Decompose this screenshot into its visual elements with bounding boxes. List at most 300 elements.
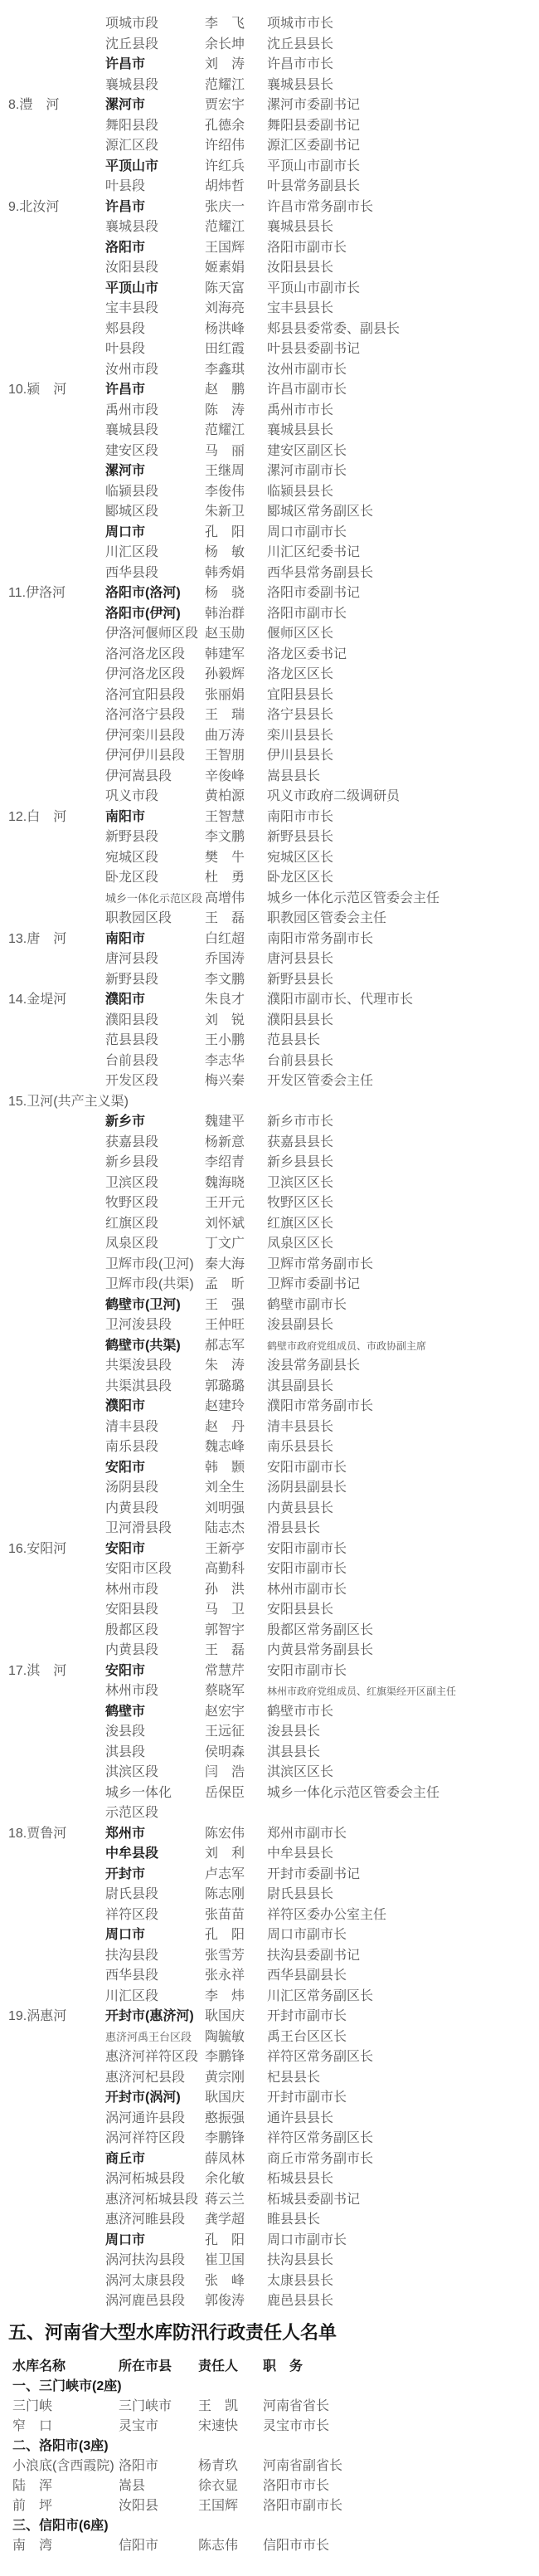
person-title-cell: 灵宝市市长 <box>263 2418 330 2433</box>
person-title-cell: 卫辉市委副书记 <box>267 1277 361 1291</box>
person-title-cell: 周口市副市长 <box>267 1928 347 1942</box>
section-cell: 伊河伊川县段 <box>105 749 186 763</box>
person-title-cell: 扶沟县县长 <box>267 2253 334 2267</box>
section-cell: 西华县段 <box>105 1969 159 1983</box>
person-name-cell: 李鹏锋 <box>205 2131 245 2145</box>
river-label-cell <box>8 1987 105 2008</box>
person-name-cell: 杨 骁 <box>205 586 245 600</box>
table-row <box>8 970 539 991</box>
table-row <box>8 238 539 259</box>
reservoir-name-cell: 窄 口 <box>12 2418 53 2433</box>
river-label-cell <box>8 1417 105 1438</box>
river-label-cell <box>8 177 105 198</box>
river-label-cell <box>8 1336 105 1357</box>
section-cell: 鹤壁市(共渠) <box>105 1338 181 1353</box>
river-label-cell <box>8 645 105 666</box>
section-cell: 涡河柘城县段 <box>105 2172 186 2186</box>
river-label-cell <box>8 2068 105 2089</box>
river-label-cell <box>8 787 105 807</box>
table-row <box>8 1397 539 1417</box>
location-cell: 三门峡市 <box>119 2398 172 2413</box>
river-label-cell <box>8 1051 105 1072</box>
person-title-cell: 祥符区委办公室主任 <box>267 1907 387 1922</box>
table-row <box>8 1600 539 1621</box>
river-label-cell <box>8 339 105 360</box>
river-label-cell <box>8 1621 105 1642</box>
person-title-cell: 牧野区区长 <box>267 1196 334 1210</box>
table-row <box>8 1946 539 1967</box>
river-label-cell <box>8 1844 105 1865</box>
table-row <box>8 1234 539 1255</box>
section-cell: 洛阳市 <box>105 240 146 255</box>
person-title-cell: 洛阳市副市长 <box>263 2498 343 2513</box>
section-cell: 祥符区段 <box>105 1907 159 1922</box>
person-title-cell: 开封市副市长 <box>267 2009 347 2023</box>
river-label-cell <box>8 1946 105 1967</box>
person-name-cell: 高增伟 <box>205 890 245 905</box>
river-label-cell <box>8 1600 105 1621</box>
person-name-cell: 陆志杰 <box>205 1521 245 1535</box>
section-cell: 内黄县段 <box>105 1500 159 1515</box>
river-label-cell <box>8 14 105 35</box>
person-name-cell: 赵 丹 <box>205 1419 245 1434</box>
person-name-cell: 憨振强 <box>205 2110 245 2125</box>
river-label-cell <box>8 320 105 340</box>
table-row <box>8 889 539 910</box>
river-label-cell <box>8 1499 105 1520</box>
river-label-cell: 16.安阳河 <box>8 1541 67 1556</box>
river-label-cell <box>8 1519 105 1539</box>
person-title-cell: 嵩县县长 <box>267 768 321 783</box>
person-name-cell: 薛凤林 <box>205 2151 245 2166</box>
table-row <box>8 2271 539 2292</box>
section-cell: 鹤壁市 <box>105 1704 146 1719</box>
section-cell: 周口市 <box>105 2232 146 2247</box>
section-cell: 南阳市 <box>105 931 146 946</box>
person-name-cell: 孙毅辉 <box>205 667 245 681</box>
person-title-cell: 平顶山市副市长 <box>267 281 361 295</box>
person-name-cell: 杨洪峰 <box>205 321 245 336</box>
section-cell: 共渠浚县段 <box>105 1359 172 1373</box>
person-name-cell: 张永祥 <box>205 1969 245 1983</box>
section-cell: 川汇区段 <box>105 545 159 559</box>
person-title-cell: 洛阳市副市长 <box>267 240 347 255</box>
person-title-cell: 洛阳市副市长 <box>267 606 347 621</box>
section-cell: 汝阳县段 <box>105 261 159 275</box>
person-name-cell: 魏海晓 <box>205 1175 245 1190</box>
table-row <box>8 1966 539 1987</box>
person-name-cell: 王 瑞 <box>205 708 245 722</box>
table-row <box>8 299 539 320</box>
river-label-cell: 8.澧 河 <box>8 98 60 112</box>
river-label-cell <box>8 827 105 848</box>
river-label-cell <box>8 1885 105 1905</box>
location-cell: 洛阳市 <box>119 2458 159 2473</box>
person-name-cell: 朱新卫 <box>205 505 245 519</box>
person-title-cell: 郾城区常务副区长 <box>267 505 374 519</box>
river-label-cell <box>8 1641 105 1661</box>
table-row <box>8 1193 539 1214</box>
table-row <box>8 1905 539 1926</box>
river-label-cell <box>8 665 105 685</box>
river-label-cell <box>8 848 105 869</box>
table-row <box>8 929 539 950</box>
person-name-cell: 王国辉 <box>198 2498 239 2513</box>
person-title-cell: 濮阳县县长 <box>267 1012 334 1027</box>
section-cell: 许昌市 <box>105 383 146 397</box>
table-row <box>8 1559 539 1580</box>
river-label-cell <box>8 35 105 56</box>
section-cell: 林州市段 <box>105 1684 159 1698</box>
river-label-cell <box>8 2027 105 2048</box>
river-label-cell <box>8 1783 105 1824</box>
person-title-cell: 郑州市副市长 <box>267 1826 347 1841</box>
person-title-cell: 鹤壁市市长 <box>267 1704 334 1719</box>
section-cell: 卫辉市段(共渠) <box>105 1277 194 1291</box>
person-title-cell: 洛阳市市长 <box>263 2478 330 2493</box>
person-title-cell: 凤泉区区长 <box>267 1237 334 1251</box>
person-title-cell: 开发区管委会主任 <box>267 1074 374 1088</box>
section-cell: 西华县段 <box>105 565 159 580</box>
section-cell: 洛阳市(洛河) <box>105 586 181 600</box>
section-cell: 漯河市 <box>105 464 146 478</box>
person-title-cell: 禹州市市长 <box>267 402 334 417</box>
person-name-cell: 王 磊 <box>205 911 245 925</box>
person-name-cell: 辛俊峰 <box>205 768 245 783</box>
person-title-cell: 信阳市市长 <box>263 2538 330 2553</box>
person-title-cell: 周口市副市长 <box>267 524 347 539</box>
person-title-cell: 卧龙区区长 <box>267 871 334 885</box>
person-name-cell: 樊 牛 <box>205 850 245 865</box>
reservoir-table <box>0 2345 539 2556</box>
table-row <box>8 1641 539 1661</box>
person-title-cell: 中牟县县长 <box>267 1847 334 1861</box>
person-name-cell: 王 凯 <box>198 2398 239 2413</box>
river-label-cell <box>8 1295 105 1316</box>
table-row <box>8 360 539 381</box>
person-name-cell: 刘 涛 <box>205 57 245 71</box>
river-label-cell <box>8 726 105 747</box>
person-title-cell: 获嘉县县长 <box>267 1134 334 1149</box>
person-title-cell: 城乡一体化示范区管委会主任 <box>267 890 440 905</box>
person-title-cell: 安阳市副市长 <box>267 1541 347 1556</box>
table-row <box>8 461 539 482</box>
person-title-cell: 伊川县县长 <box>267 749 334 763</box>
section-cell: 红旗区段 <box>105 1216 159 1231</box>
person-name-cell: 龚学超 <box>205 2213 245 2227</box>
river-label-cell <box>8 1905 105 1926</box>
section-cell: 巩义市段 <box>105 789 159 803</box>
table-row <box>8 1173 539 1194</box>
reservoir-name-cell: 小浪底(含西霞院) <box>12 2458 114 2473</box>
river-label-cell <box>8 949 105 970</box>
person-title-cell: 宝丰县县长 <box>267 301 334 315</box>
section-cell: 涡河鹿邑县段 <box>105 2294 186 2308</box>
table-row <box>8 95 539 116</box>
person-title-cell: 淇县副县长 <box>267 1378 334 1393</box>
reservoir-row <box>12 2476 539 2496</box>
person-name-cell: 王智朋 <box>205 749 245 763</box>
table-row <box>8 2149 539 2170</box>
person-name-cell: 胡炜哲 <box>205 179 245 193</box>
person-name-cell: 许红兵 <box>205 159 245 173</box>
person-name-cell: 许绍伟 <box>205 139 245 153</box>
section-cell: 郑州市 <box>105 1826 146 1841</box>
section-cell: 共渠淇县段 <box>105 1378 172 1393</box>
person-title-cell: 唐河县县长 <box>267 952 334 966</box>
river-label-cell <box>8 2190 105 2211</box>
person-title-cell: 项城市市长 <box>267 17 334 31</box>
section-cell: 平顶山市 <box>105 281 159 295</box>
person-name-cell: 闫 浩 <box>205 1765 245 1779</box>
section-cell: 惠济河杞县段 <box>105 2070 186 2085</box>
section-cell: 扶沟县段 <box>105 1948 159 1963</box>
river-label-cell <box>8 1011 105 1032</box>
section-cell: 卧龙区段 <box>105 871 159 885</box>
person-title-cell: 鹿邑县县长 <box>267 2294 334 2308</box>
person-name-cell: 姬素娟 <box>205 261 245 275</box>
person-title-cell: 卫辉市常务副市长 <box>267 1256 374 1271</box>
person-name-cell: 韩建军 <box>205 646 245 661</box>
table-row <box>8 1763 539 1783</box>
table-row <box>8 2210 539 2231</box>
column-header-person: 责任人 <box>198 2359 239 2374</box>
section-cell: 许昌市 <box>105 199 146 214</box>
section-cell: 开封市 <box>105 1866 146 1881</box>
table-row <box>8 705 539 726</box>
section-cell: 范县县段 <box>105 1033 159 1047</box>
person-title-cell: 许昌市常务副市长 <box>267 199 374 214</box>
person-name-cell: 耿国庆 <box>205 2091 245 2105</box>
person-title-cell: 商丘市常务副市长 <box>267 2151 374 2166</box>
person-title-cell: 新乡市市长 <box>267 1115 334 1129</box>
person-name-cell: 孔 阳 <box>205 1928 245 1942</box>
person-name-cell: 王 强 <box>205 1297 245 1312</box>
section-cell: 唐河县段 <box>105 952 159 966</box>
person-name-cell: 范耀江 <box>205 423 245 437</box>
person-title-cell: 襄城县县长 <box>267 220 334 234</box>
table-row <box>8 401 539 422</box>
person-name-cell: 侯明森 <box>205 1744 245 1759</box>
reservoir-column-headers <box>12 2357 539 2377</box>
person-name-cell: 王 磊 <box>205 1643 245 1657</box>
person-name-cell: 岳保臣 <box>205 1785 245 1800</box>
person-title-cell: 宛城区区长 <box>267 850 334 865</box>
person-name-cell: 刘 锐 <box>205 1012 245 1027</box>
table-row <box>8 624 539 645</box>
table-row <box>8 1133 539 1154</box>
section-line-1: 城乡一体化 <box>105 1785 172 1800</box>
river-label-cell <box>8 421 105 442</box>
section-cell: 许昌市 <box>105 57 146 71</box>
person-name-cell: 徐衣显 <box>198 2478 239 2493</box>
table-row <box>8 1743 539 1764</box>
river-label-cell <box>8 1214 105 1235</box>
river-label-cell <box>8 1255 105 1276</box>
person-title-cell: 宜阳县县长 <box>267 687 334 702</box>
person-name-cell: 李 飞 <box>205 17 245 31</box>
person-title-cell: 河南省副省长 <box>263 2458 343 2473</box>
person-name-cell: 韩 颢 <box>205 1460 245 1475</box>
person-name-cell: 孙 洪 <box>205 1582 245 1597</box>
person-name-cell: 曲万涛 <box>205 728 245 743</box>
table-row <box>8 1661 539 1682</box>
table-row <box>8 279 539 300</box>
person-title-cell: 许昌市副市长 <box>267 383 347 397</box>
person-name-cell: 高勤科 <box>205 1562 245 1576</box>
person-name-cell: 陈志伟 <box>198 2538 239 2553</box>
reservoir-name-cell: 陆 浑 <box>12 2478 53 2493</box>
person-name-cell: 范耀江 <box>205 77 245 92</box>
person-title-cell: 南乐县县长 <box>267 1440 334 1454</box>
section-cell: 卫河浚县段 <box>105 1318 172 1332</box>
table-row <box>8 1844 539 1865</box>
section-cell: 郏县段 <box>105 321 146 336</box>
location-cell: 灵宝市 <box>119 2418 159 2433</box>
person-name-cell: 陈 涛 <box>205 402 245 417</box>
river-label-cell <box>8 1377 105 1398</box>
river-label-cell <box>8 2149 105 2170</box>
person-name-cell: 王智慧 <box>205 809 245 824</box>
table-row <box>8 482 539 503</box>
person-name-cell: 陈天富 <box>205 281 245 295</box>
person-title-cell: 许昌市市长 <box>267 57 334 71</box>
table-row <box>8 2190 539 2211</box>
person-title-cell: 汝阳县县长 <box>267 261 334 275</box>
table-row <box>8 807 539 828</box>
table-row <box>8 1458 539 1479</box>
section-cell: 商丘市 <box>105 2151 146 2166</box>
reservoir-groups <box>12 2377 539 2556</box>
river-label-cell <box>8 1966 105 1987</box>
person-name-cell: 杨青玖 <box>198 2458 239 2473</box>
table-row <box>8 421 539 442</box>
person-name-cell: 范耀江 <box>205 220 245 234</box>
table-row <box>8 2251 539 2271</box>
person-name-cell: 赵玉勋 <box>205 627 245 641</box>
person-name-cell: 刘怀斌 <box>205 1216 245 1231</box>
person-name-cell: 常慧芹 <box>205 1663 245 1678</box>
section-cell: 南乐县段 <box>105 1440 159 1454</box>
person-title-cell: 安阳市副市长 <box>267 1562 347 1576</box>
table-row <box>8 1417 539 1438</box>
table-row <box>8 1295 539 1316</box>
person-name-cell: 梅兴秦 <box>205 1074 245 1088</box>
table-row <box>8 35 539 56</box>
person-name-cell: 黄宗刚 <box>205 2070 245 2085</box>
river-label-cell: 12.白 河 <box>8 809 67 824</box>
section-cell: 叶县段 <box>105 342 146 356</box>
table-row <box>8 116 539 137</box>
section-cell: 叶县段 <box>105 179 146 193</box>
person-title-cell: 洛宁县县长 <box>267 708 334 722</box>
table-row <box>8 523 539 544</box>
river-label-cell <box>8 1173 105 1194</box>
table-row <box>8 2088 539 2109</box>
table-row <box>8 1071 539 1092</box>
table-row <box>8 217 539 238</box>
table-row <box>8 949 539 970</box>
person-title-cell: 源汇区委副书记 <box>267 139 361 153</box>
section-cell: 涡河太康县段 <box>105 2273 186 2288</box>
section-cell: 安阳市 <box>105 1663 146 1678</box>
table-row <box>8 685 539 706</box>
person-title-cell: 柘城县县长 <box>267 2172 334 2186</box>
person-name-cell: 张 峰 <box>205 2273 245 2288</box>
table-row <box>8 604 539 625</box>
section-cell: 襄城县段 <box>105 220 159 234</box>
reservoir-row <box>12 2417 539 2437</box>
river-label-cell <box>8 1580 105 1601</box>
river-label-cell <box>8 685 105 706</box>
section-cell: 林州市段 <box>105 1582 159 1597</box>
section-cell: 沈丘县段 <box>105 37 159 51</box>
river-label-cell <box>8 2109 105 2130</box>
river-label-cell <box>8 889 105 910</box>
table-row <box>8 1377 539 1398</box>
section-cell: 濮阳市 <box>105 1399 146 1413</box>
river-label-cell <box>8 1925 105 1946</box>
table-row <box>8 2109 539 2130</box>
section-cell: 建安区段 <box>105 443 159 458</box>
person-title-cell: 临颍县县长 <box>267 484 334 499</box>
reservoir-name-cell: 南 湾 <box>12 2538 53 2553</box>
table-row <box>8 543 539 564</box>
person-name-cell: 王仲旺 <box>205 1318 245 1332</box>
person-title-cell: 汝州市副市长 <box>267 362 347 377</box>
section-cell: 卫滨区段 <box>105 1175 159 1190</box>
person-title-cell: 郏县县委常委、副县长 <box>267 321 401 336</box>
table-row <box>8 2129 539 2149</box>
river-label-cell: 13.唐 河 <box>8 931 67 946</box>
person-name-cell: 李俊伟 <box>205 484 245 499</box>
river-label-cell: 18.贾鲁河 <box>8 1826 67 1841</box>
river-label-cell <box>8 970 105 991</box>
person-name-cell: 刘海亮 <box>205 301 245 315</box>
person-name-cell: 陶毓敏 <box>205 2029 245 2044</box>
person-name-cell: 李 炜 <box>205 1988 245 2003</box>
river-label-cell <box>8 360 105 381</box>
person-name-cell: 陈宏伟 <box>205 1826 245 1841</box>
person-title-cell: 濮阳市常务副市长 <box>267 1399 374 1413</box>
reservoir-group-heading: 二、洛阳市(3座) <box>12 2438 109 2453</box>
location-cell: 信阳市 <box>119 2538 159 2553</box>
river-label-cell <box>8 1722 105 1743</box>
person-name-cell: 李志华 <box>205 1053 245 1068</box>
river-label-cell <box>8 1478 105 1499</box>
person-name-cell: 李文鹏 <box>205 972 245 987</box>
table-row <box>8 177 539 198</box>
section-cell: 殷都区段 <box>105 1622 159 1637</box>
person-name-cell: 王国辉 <box>205 240 245 255</box>
table-row <box>8 2169 539 2190</box>
table-row <box>8 1275 539 1295</box>
person-title-cell: 沈丘县县长 <box>267 37 334 51</box>
person-name-cell: 郭璐璐 <box>205 1378 245 1393</box>
section-cell: 汝州市段 <box>105 362 159 377</box>
person-name-cell: 余长坤 <box>205 37 245 51</box>
section-cell: 安阳市 <box>105 1460 146 1475</box>
table-row <box>8 1478 539 1499</box>
table-row <box>8 2007 539 2027</box>
section-cell: 清丰县段 <box>105 1419 159 1434</box>
section-cell: 新野县段 <box>105 972 159 987</box>
river-label-cell <box>8 2169 105 2190</box>
person-title-cell: 太康县县长 <box>267 2273 334 2288</box>
river-label-cell <box>8 1356 105 1377</box>
person-title-cell: 叶县县委副书记 <box>267 342 361 356</box>
table-row <box>8 909 539 929</box>
